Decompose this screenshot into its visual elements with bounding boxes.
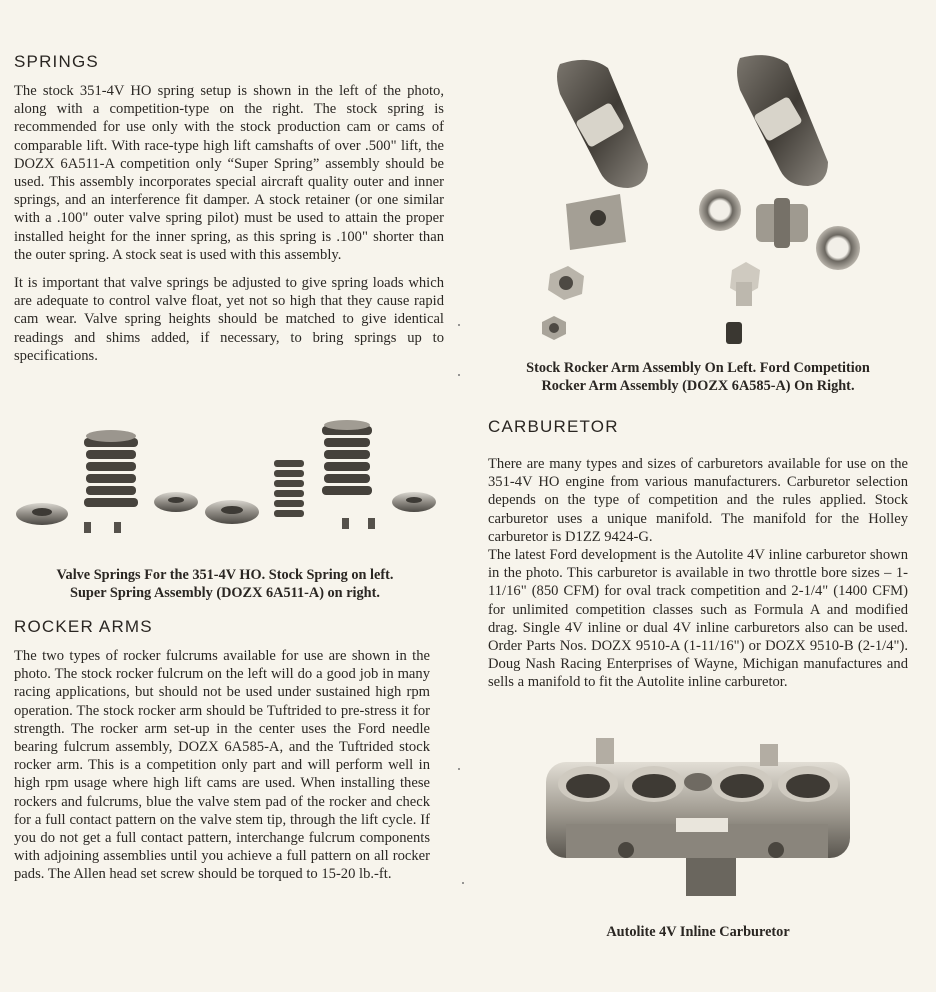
springs-paragraph-1: The stock 351-4V HO spring setup is shown in the left of the photo, along with a competition-type on the right. The stock spring is recommended for use only with the stock production cam or cams of comparable lift. With race-type high lift camshafts of over .500" lift, the DOZX 6A511-A competition only “Super Spring” assembly should be used. This assembly incorporates special aircraft quality outer and inner springs, and an interference fit damper. A stock retainer (or one similar with a .100" outer valve spring pilot) must be used to attain the proper installed height for the inner spring, as this spring is .100" shorter than the outer spring. A stock seat is used with this assembly. [14,83,444,263]
springs-section [14,52,444,365]
springs-heading: SPRINGS [14,52,99,71]
rocker-arm-caption-line1: Stock Rocker Arm Assembly On Left. Ford Competition [526,360,870,376]
valve-springs-photo [10,420,440,540]
rocker-arms-section [14,617,430,884]
rocker-arm-caption-line2: Rocker Arm Assembly (DOZX 6A585-A) On Right. [541,378,855,394]
carburetor-paragraph-2: The latest Ford development is the Autolite 4V inline carburetor shown in the photo. This carburetor is available in two throttle bore sizes – 1-11/16" (850 CFM) for oval track competition and 2-1/4" (1400 CFM) for unlimited competition classes such as Formula A and modified drag. Single 4V inline or dual 4V inline carburetors also can be used. Order Parts Nos. DOZX 9510-A (1-11/16") or DOZX 9510-B (2-1/4"). Doug Nash Racing Enterprises of Wayne, Michigan manufactures and sells a manifold to fit the Autolite inline carburetor. [488,547,908,691]
print-speck [462,882,464,884]
carburetor-paragraph-1: There are many types and sizes of carburetors available for use on the 351-4V HO engine from various manufacturers. Carburetor selection depends on the type of competition and the rules applied. Stock carburetor uses a unique manifold. The manifold for the Holley carburetor is D1ZZ 9424-G. [488,456,908,545]
valve-springs-caption-line2: Super Spring Assembly (DOZX 6A511-A) on right. [70,585,380,601]
carburetor-heading: CARBURETOR [488,417,619,436]
valve-springs-caption-line1: Valve Springs For the 351-4V HO. Stock Spring on left. [56,567,394,583]
rocker-arm-caption [488,359,908,395]
print-speck [458,374,460,376]
rocker-arms-heading: ROCKER ARMS [14,617,153,636]
carburetor-caption: Autolite 4V Inline Carburetor [606,924,790,940]
springs-paragraph-2: It is important that valve springs be adjusted to give spring loads which are adequate to control valve float, yet not so high that they cause rapid cam wear. Valve spring heights should be matched to give identical readings and shims added, if necessary, to bring springs up to specifications. [14,275,444,364]
print-speck [458,324,460,326]
print-speck [458,768,460,770]
rocker-arm-photo [530,54,870,354]
carburetor-section [488,417,908,692]
carburetor-photo [536,738,860,908]
valve-springs-caption [10,566,440,602]
rocker-arms-paragraph: The two types of rocker fulcrums available for use are shown in the photo. The stock rocker fulcrum on the left will do a good job in many racing applications, but should not be used under sustained high rpm operation. The stock rocker arm should be Tuftrided to pre-stress it for strength. The rocker arm set-up in the center uses the Ford needle bearing fulcrum assembly, DOZX 6A585-A, and the Tuftrided stock rocker arm. This is a competition only part and will perform well in high rpm usage where high lift cams are used. When installing these rockers and fulcrums, blue the valve stem pad of the rocker and check for a full contact pattern on the valve stem tip, through the lift cycle. If you do not get a full contact pattern, interchange fulcrum components with adjoining assemblies until you achieve a full pattern on all rocker pads. The Allen head set screw should be torqued to 15-20 lb.-ft. [14,648,430,883]
